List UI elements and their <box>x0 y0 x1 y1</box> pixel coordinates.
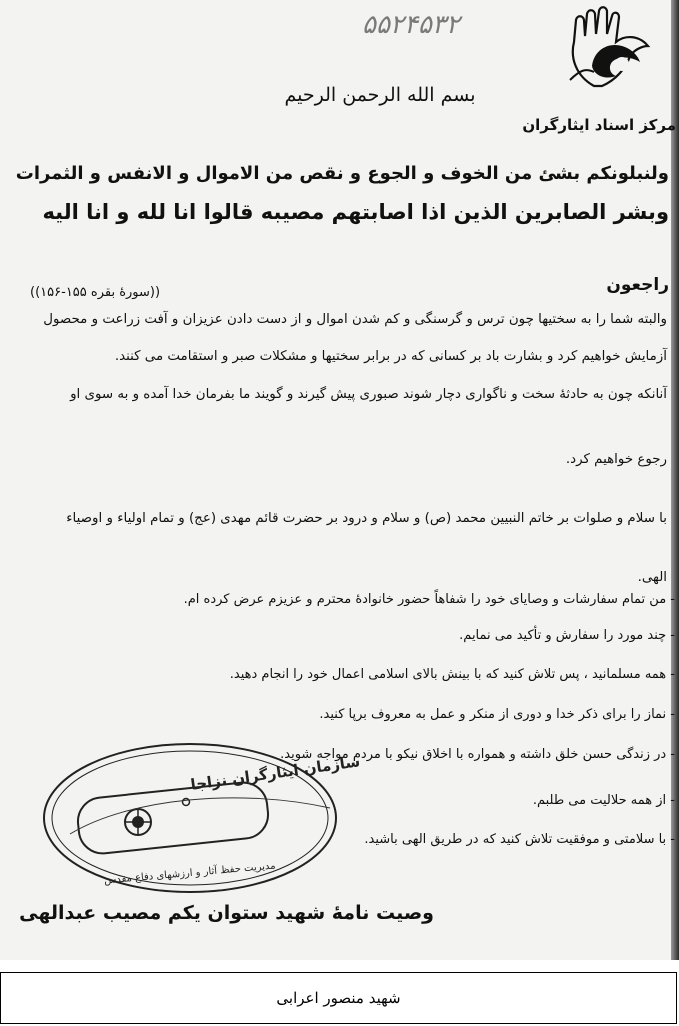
list-item: - در زندگی حسن خلق داشته و همواره با اخلاق نیکو با مردم مواجه شوید. <box>280 747 675 762</box>
list-item: - نماز را برای ذکر خدا و دوری از منکر و عمل به معروف برپا کنید. <box>319 707 675 722</box>
verse-line-2: وبشر الصابرین الذین اذا اصابتهم مصیبه قالوا انا لله و انا الیه <box>42 200 669 224</box>
salutation-line-2: الهی. <box>637 570 667 585</box>
list-item: - با سلامتی و موفقیت تلاش کنید که در طریق الهی باشید. <box>364 832 675 847</box>
translation-line-3: آنانکه چون به حادثهٔ سخت و ناگواری دچار شوند صبوری پیش گیرند و گویند ما بفرمان خدا آمده و به سوی او <box>70 387 667 402</box>
translation-line-1: والبته شما را به سختیها چون ترس و گرسنگی و کم شدن اموال و از دست دادن عزیزان و آفت زراعت و محصول <box>43 312 667 327</box>
stamp-top-text: سازمان ایثارگران نزاجا <box>189 752 362 794</box>
logo-text: مرکز اسناد ایثارگران <box>522 116 676 134</box>
hand-dove-logo-icon <box>556 6 666 98</box>
bismillah: بسم الله الرحمن الرحیم <box>284 84 476 106</box>
official-stamp <box>40 738 362 898</box>
salutation-line-1: با سلام و صلوات بر خاتم النبیین محمد (ص) و سلام و درود بر حضرت قائم مهدی (عج) و تمام اولیاء و اوصیاء <box>66 511 667 526</box>
translation-line-2: آزمایش خواهیم کرد و بشارت باد بر کسانی که در برابر سختیها و مشکلات صبر و استقامت می کنند. <box>114 349 667 364</box>
translation-line-4: رجوع خواهیم کرد. <box>565 452 667 467</box>
verse-line-3: راجعون <box>606 275 669 295</box>
stamp-bottom-text: مدیریت حفظ آثار و ارزشهای دفاع مقدس <box>103 860 276 887</box>
list-item: - همه مسلمانید ، پس تلاش کنید که با بینش بالای اسلامی اعمال خود را انجام دهید. <box>229 667 675 682</box>
caption-text: شهید منصور اعرابی <box>276 989 401 1007</box>
caption-box <box>0 972 677 1024</box>
document-title: وصیت نامهٔ شهید ستوان یکم مصیب عبدالهی <box>19 902 434 924</box>
list-item: - من تمام سفارشات و وصایای خود را شفاهاً حضور خانوادهٔ محترم و عزیزم عرض کرده ام. <box>183 592 675 607</box>
verse-line-1: ولنبلونکم بشئ من الخوف و الجوع و نقص من الاموال و الانفس و الثمرات <box>15 163 669 184</box>
handwritten-number: ۵۵۲۴۵۳۲ <box>362 10 460 40</box>
list-item: - از همه حلالیت می طلبم. <box>532 793 675 808</box>
page-edge-shadow <box>671 0 679 960</box>
army-emblem-icon <box>125 809 151 835</box>
surah-reference: ((سورهٔ بقره ۱۵۵-۱۵۶)) <box>30 285 161 300</box>
list-item: - چند مورد را سفارش و تأکید می نمایم. <box>459 628 675 643</box>
